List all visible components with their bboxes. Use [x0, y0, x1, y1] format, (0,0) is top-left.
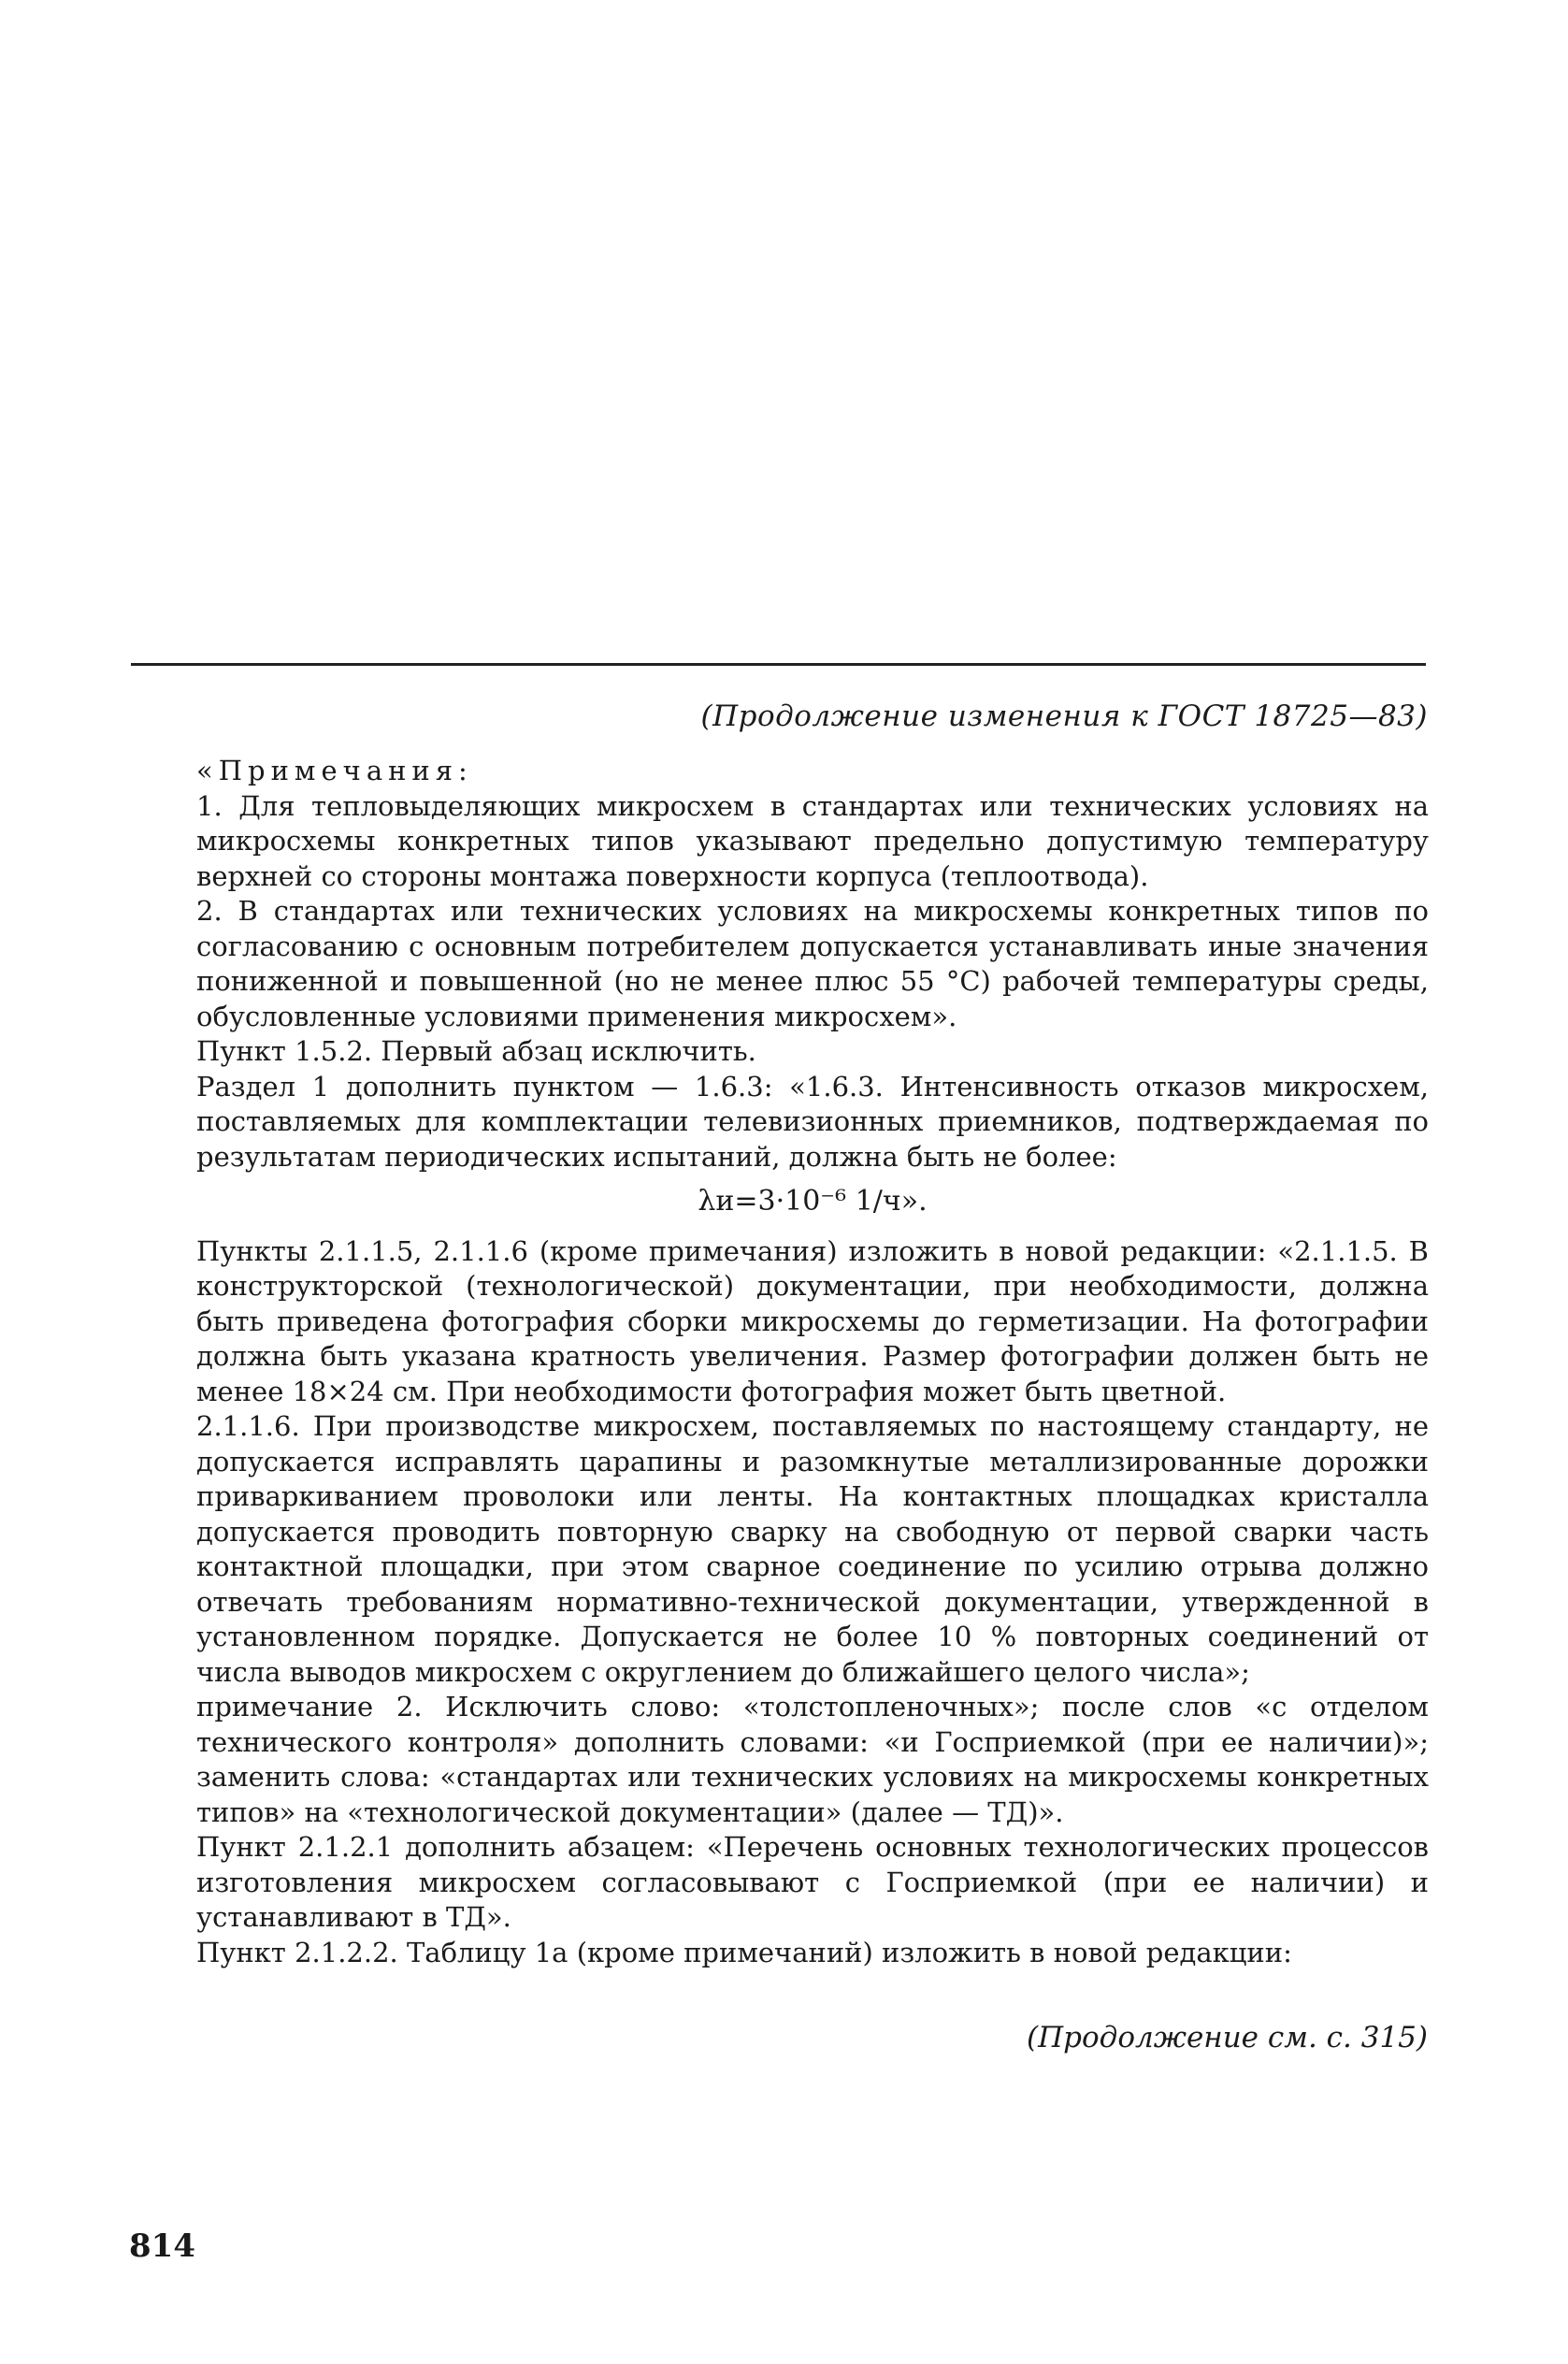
paragraph-1-5-2: Пункт 1.5.2. Первый абзац исключить.	[196, 1035, 756, 1067]
notes-title: «Примечания:	[196, 755, 473, 786]
top-divider	[131, 663, 1426, 666]
paragraph-2-1-2-2: Пункт 2.1.2.2. Таблицу 1а (кроме примечаний) изложить в новой редакции:	[196, 1936, 1292, 1968]
page-number: 814	[129, 2227, 195, 2265]
paragraph-section-1: Раздел 1 дополнить пунктом — 1.6.3: «1.6.3. Интенсивность отказов микросхем, поставляемых для комплектации телевизионных приемников, подтверждаемая по результатам периодических испытаний, должна быть не более:	[196, 1070, 1429, 1173]
continuation-footer: (Продолжение см. с. 315)	[1027, 2021, 1428, 2054]
paragraph-2-1-1-6: 2.1.1.6. При производстве микросхем, поставляемых по настоящему стандарту, не допускается исправлять царапины и разомкнутые металлизированные дорожки приваркиванием проволоки или ленты. На контактных площадках кристалла допускается проводить повторную сварку на свободную от первой сварки часть контактной площадки, при этом сварное соединение по усилию отрыва должно отвечать требованиям нормативно-технической документации, утвержденной в установленном порядке. Допускается не более 10 % повторных соединений от числа выводов микросхем с округлением до ближайшего целого числа»;	[196, 1410, 1429, 1688]
paragraph-note-2: примечание 2. Исключить слово: «толстопленочных»; после слов «с отделом технического контроля» дополнить словами: «и Госприемкой (при ее наличии)»; заменить слова: «стандартах или технических условиях на микросхемы конкретных типов» на «технологической документации» (далее — ТД)».	[196, 1691, 1429, 1828]
note-1: 1. Для тепловыделяющих микросхем в стандартах или технических условиях на микросхемы конкретных типов указывают предельно допустимую температуру верхней со стороны монтажа поверхности корпуса (теплоотвода).	[196, 789, 1429, 892]
paragraph-2-1-1-5: Пункты 2.1.1.5, 2.1.1.6 (кроме примечания) изложить в новой редакции: «2.1.1.5. В конструкторской (технологической) документации, при необходимости, должна быть приведена фотография сборки микросхемы до герметизации. На фотографии должна быть указана кратность увеличения. Размер фотографии должен быть не менее 18×24 см. При необходимости фотография может быть цветной.	[196, 1234, 1429, 1407]
failure-rate-formula: λи=3·10⁻⁶ 1/ч».	[698, 1185, 928, 1218]
note-2: 2. В стандартах или технических условиях на микросхемы конкретных типов по согласованию с основным потребителем допускается устанавливать иные значения пониженной и повышенной (но не менее плюс 55 °С) рабочей температуры среды, обусловленные условиями применения микросхем».	[196, 895, 1429, 1032]
paragraph-2-1-2-1: Пункт 2.1.2.1 дополнить абзацем: «Перечень основных технологических процессов изготовления микросхем согласовывают с Госприемкой (при ее наличии) и устанавливают в ТД».	[196, 1831, 1429, 1933]
continuation-header: (Продолжение изменения к ГОСТ 18725—83)	[700, 699, 1428, 733]
body-text	[196, 754, 1429, 1970]
